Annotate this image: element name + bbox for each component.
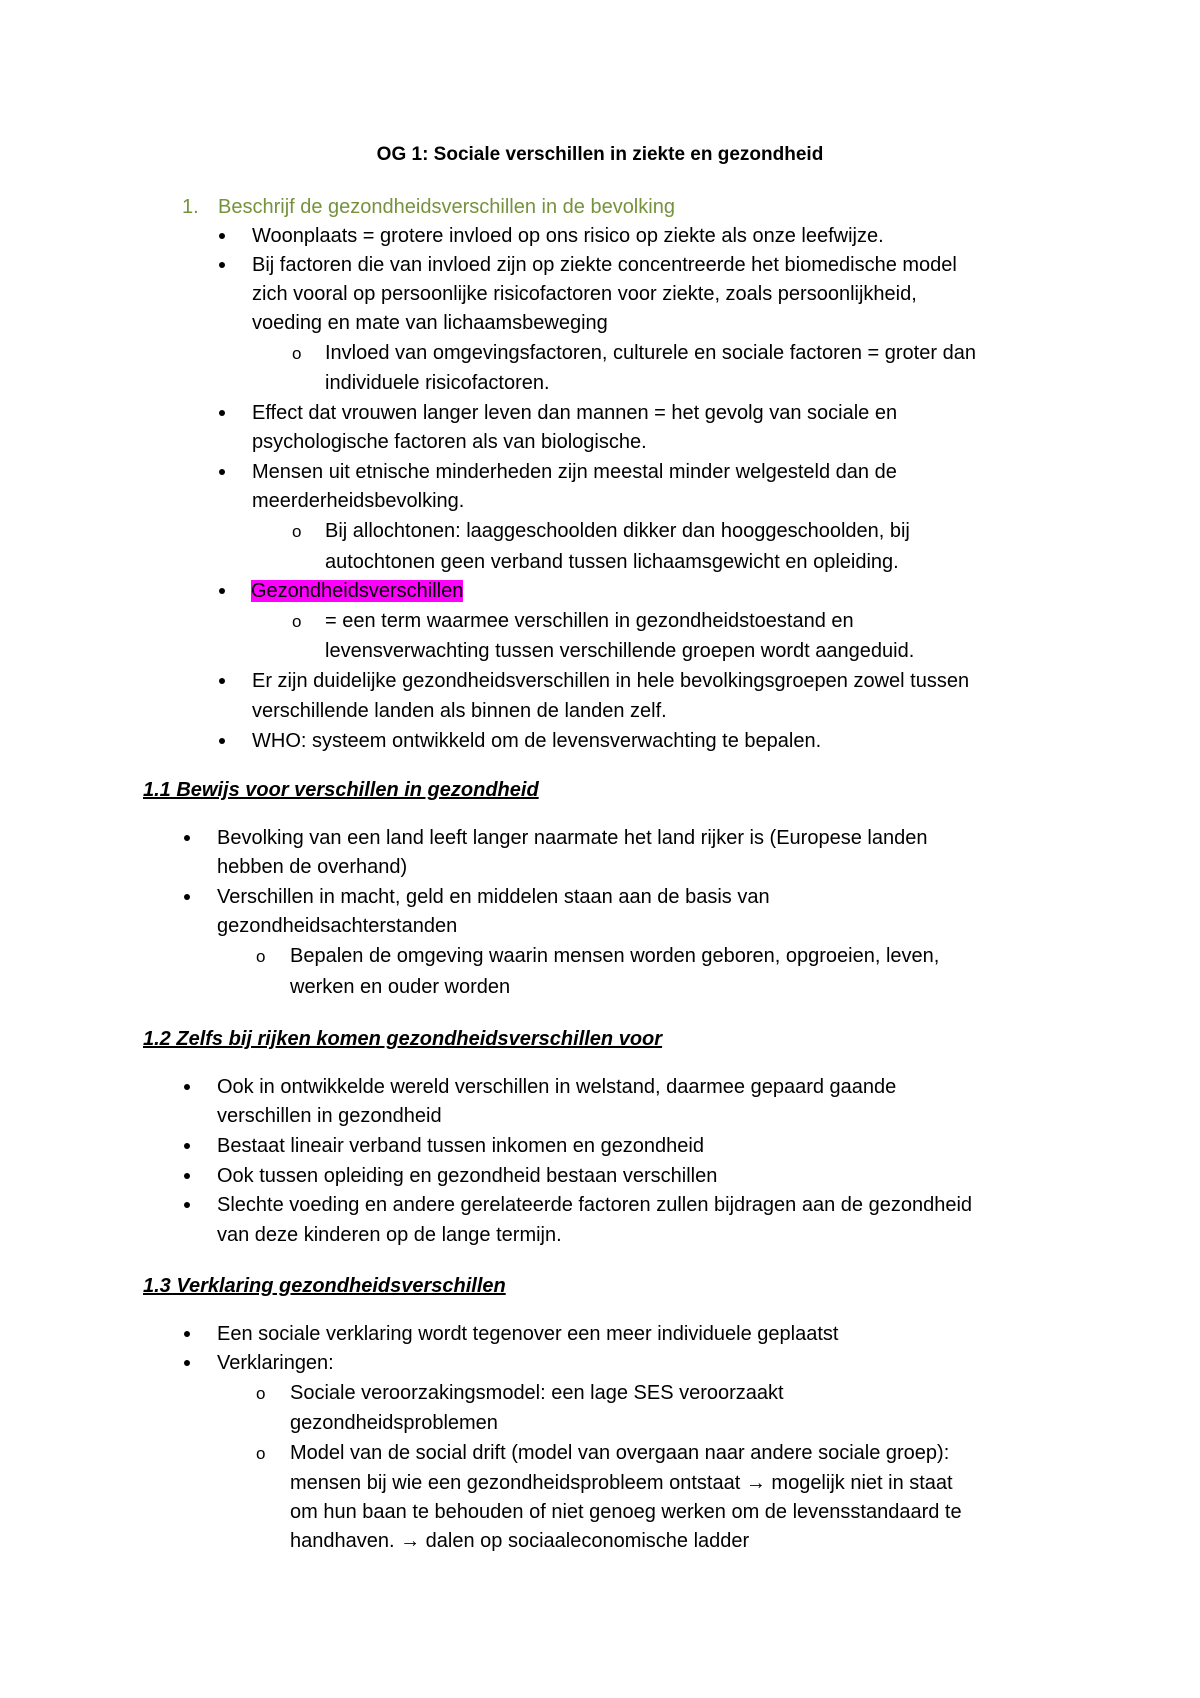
sub-list-item: Invloed van omgevingsfactoren, culturele en sociale factoren = groter dan [325, 342, 976, 364]
list-item-continued: voeding en mate van lichaamsbeweging [252, 312, 608, 334]
sub-bullet-icon: o [292, 612, 302, 631]
list-item: Verklaringen: [217, 1352, 334, 1374]
sub-list-item-continued: individuele risicofactoren. [325, 372, 550, 394]
bullet-icon [184, 835, 190, 841]
list-item-continued: van deze kinderen op de lange termijn. [217, 1224, 562, 1246]
list-item: Woonplaats = grotere invloed op ons risico op ziekte als onze leefwijze. [252, 225, 884, 247]
list-item-continued: psychologische factoren als van biologische. [252, 431, 647, 453]
sub-list-item-continued: werken en ouder worden [290, 976, 511, 998]
bullet-icon [184, 1331, 190, 1337]
bullet-icon [184, 1360, 190, 1366]
bullet-icon [219, 469, 225, 475]
sub-list-item: Bepalen de omgeving waarin mensen worden geboren, opgroeien, leven, [290, 945, 940, 967]
bullet-icon [219, 410, 225, 416]
sub-list-item: Model van de social drift (model van overgaan naar andere sociale groep): [290, 1442, 950, 1464]
list-item: Bestaat lineair verband tussen inkomen en gezondheid [217, 1135, 704, 1157]
sub-bullet-icon: o [292, 344, 302, 363]
list-item: Ook in ontwikkelde wereld verschillen in welstand, daarmee gepaard gaande [217, 1076, 897, 1098]
sub-bullet-icon: o [256, 947, 266, 966]
list-item-continued: verschillende landen als binnen de landen zelf. [252, 700, 667, 722]
sub-list-item-continued: mensen bij wie een gezondheidsprobleem ontstaat → mogelijk niet in staat [290, 1472, 953, 1494]
sub-bullet-icon: o [256, 1384, 266, 1403]
bullet-icon [219, 678, 225, 684]
list-item: Een sociale verklaring wordt tegenover een meer individuele geplaatst [217, 1323, 839, 1345]
bullet-icon [184, 1084, 190, 1090]
list-item-continued: hebben de overhand) [217, 856, 408, 878]
page-title: OG 1: Sociale verschillen in ziekte en gezondheid [376, 144, 824, 165]
bullet-icon [219, 738, 225, 744]
list-item: WHO: systeem ontwikkeld om de levensverwachting te bepalen. [252, 730, 822, 752]
list-item: Bevolking van een land leeft langer naarmate het land rijker is (Europese landen [217, 827, 928, 849]
sub-list-item-continued: handhaven. → dalen op sociaaleconomische ladder [290, 1530, 750, 1552]
list-item: Effect dat vrouwen langer leven dan mannen = het gevolg van sociale en [252, 402, 898, 424]
section-heading: 1.3 Verklaring gezondheidsverschillen [143, 1275, 506, 1297]
bullet-icon [184, 1202, 190, 1208]
bullet-icon [184, 1173, 190, 1179]
list-item: Mensen uit etnische minderheden zijn meestal minder welgesteld dan de [252, 461, 897, 483]
list-item: Ook tussen opleiding en gezondheid bestaan verschillen [217, 1165, 718, 1187]
question-number: 1. [182, 196, 199, 218]
sub-list-item-continued: om hun baan te behouden of niet genoeg werken om de levensstandaard te [290, 1501, 962, 1523]
sub-bullet-icon: o [256, 1444, 266, 1463]
bullet-icon [219, 262, 225, 268]
list-item: Er zijn duidelijke gezondheidsverschillen in hele bevolkingsgroepen zowel tussen [252, 670, 970, 692]
list-item: Bij factoren die van invloed zijn op ziekte concentreerde het biomedische model [252, 254, 957, 276]
bullet-icon [219, 233, 225, 239]
bullet-icon [184, 1143, 190, 1149]
bullet-icon [219, 588, 225, 594]
highlighted-term: Gezondheidsverschillen [251, 580, 464, 602]
sub-list-item: = een term waarmee verschillen in gezondheidstoestand en [325, 610, 854, 632]
bullet-icon [184, 894, 190, 900]
sub-bullet-icon: o [292, 522, 302, 541]
sub-list-item-continued: gezondheidsproblemen [290, 1412, 498, 1434]
section-heading: 1.2 Zelfs bij rijken komen gezondheidsverschillen voor [143, 1028, 663, 1050]
list-item: Verschillen in macht, geld en middelen staan aan de basis van [217, 886, 770, 908]
list-item: Slechte voeding en andere gerelateerde factoren zullen bijdragen aan de gezondheid [217, 1194, 973, 1216]
list-item [251, 578, 463, 604]
sub-list-item-continued: levensverwachting tussen verschillende groepen wordt aangeduid. [325, 640, 915, 662]
question-heading: Beschrijf de gezondheidsverschillen in de bevolking [218, 196, 675, 218]
sub-list-item: Sociale veroorzakingsmodel: een lage SES veroorzaakt [290, 1382, 784, 1404]
list-item-continued: meerderheidsbevolking. [252, 490, 465, 512]
sub-list-item-continued: autochtonen geen verband tussen lichaamsgewicht en opleiding. [325, 551, 899, 573]
section-heading: 1.1 Bewijs voor verschillen in gezondheid [143, 779, 539, 801]
sub-list-item: Bij allochtonen: laaggeschoolden dikker dan hooggeschoolden, bij [325, 520, 910, 542]
list-item-continued: gezondheidsachterstanden [217, 915, 458, 937]
list-item-continued: zich vooral op persoonlijke risicofactoren voor ziekte, zoals persoonlijkheid, [252, 283, 917, 305]
list-item-continued: verschillen in gezondheid [217, 1105, 442, 1127]
